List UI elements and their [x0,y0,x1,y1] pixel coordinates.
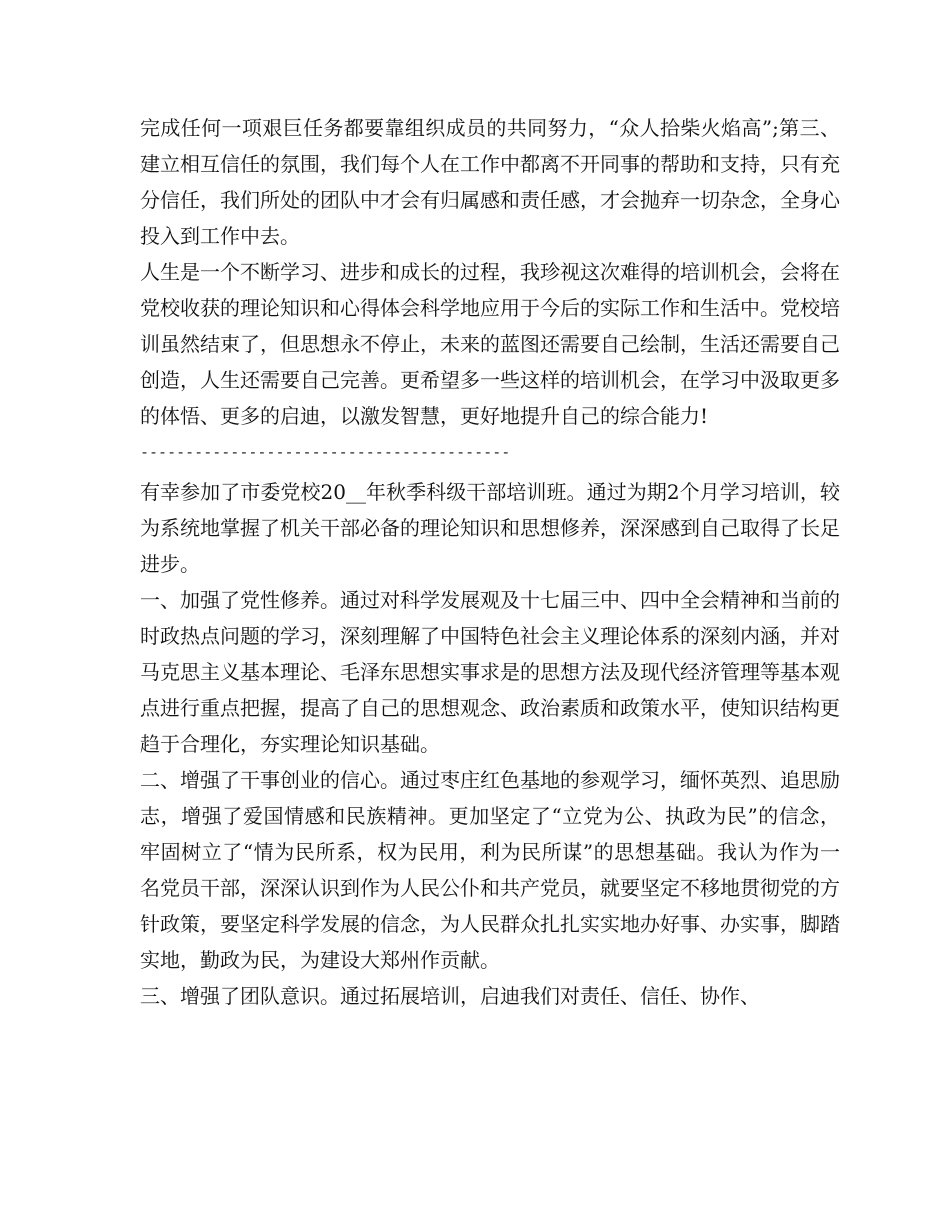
paragraph: 三、增强了团队意识。通过拓展培训，启迪我们对责任、信任、协作、 [140,984,760,1008]
paragraph: 二、增强了干事创业的信心。通过枣庄红色基地的参观学习，缅怀英烈、追思励志，增强了爱国情感和民族精神。更加坚定了“立党为公、执政为民”的信念，牢固树立了“情为民所系，权为民用，利为民所谋”的思想基础。我认为作为一名党员干部，深深认识到作为人民公仆和共产党员，就要坚定不移地贯彻党的方针政策，要坚定科学发展的信念，为人民群众扎扎实实地办好事、办实事，脚踏实地，勤政为民，为建设大郑州作贡献。 [140,768,840,972]
paragraph: 一、加强了党性修养。通过对科学发展观及十七届三中、四中全会精神和当前的时政热点问题的学习，深刻理解了中国特色社会主义理论体系的深刻内涵，并对马克思主义基本理论、毛泽东思想实事求是的思想方法及现代经济管理等基本观点进行重点把握，提高了自己的思想观念、政治素质和政策水平，使知识结构更趋于合理化，夯实理论知识基础。 [140,588,840,756]
document-body [140,110,840,1014]
section-separator: ----------------------------------------- [140,443,511,461]
paragraph: 完成任何一项艰巨任务都要靠组织成员的共同努力，“众人拾柴火焰高”;第三、建立相互信任的氛围，我们每个人在工作中都离不开同事的帮助和支持，只有充分信任，我们所处的团队中才会有归属感和责任感，才会抛弃一切杂念，全身心投入到工作中去。 [140,116,840,248]
paragraph: 人生是一个不断学习、进步和成长的过程，我珍视这次难得的培训机会，会将在党校收获的理论知识和心得体会科学地应用于今后的实际工作和生活中。党校培训虽然结束了，但思想永不停止，未来的蓝图还需要自己绘制，生活还需要自己创造，人生还需要自己完善。更希望多一些这样的培训机会，在学习中汲取更多的体悟、更多的启迪，以激发智慧，更好地提升自己的综合能力! [140,260,840,428]
paragraph: 有幸参加了市委党校20__年秋季科级干部培训班。通过为期2个月学习培训，较为系统地掌握了机关干部必备的理论知识和思想修养，深深感到自己取得了长足进步。 [140,480,840,576]
